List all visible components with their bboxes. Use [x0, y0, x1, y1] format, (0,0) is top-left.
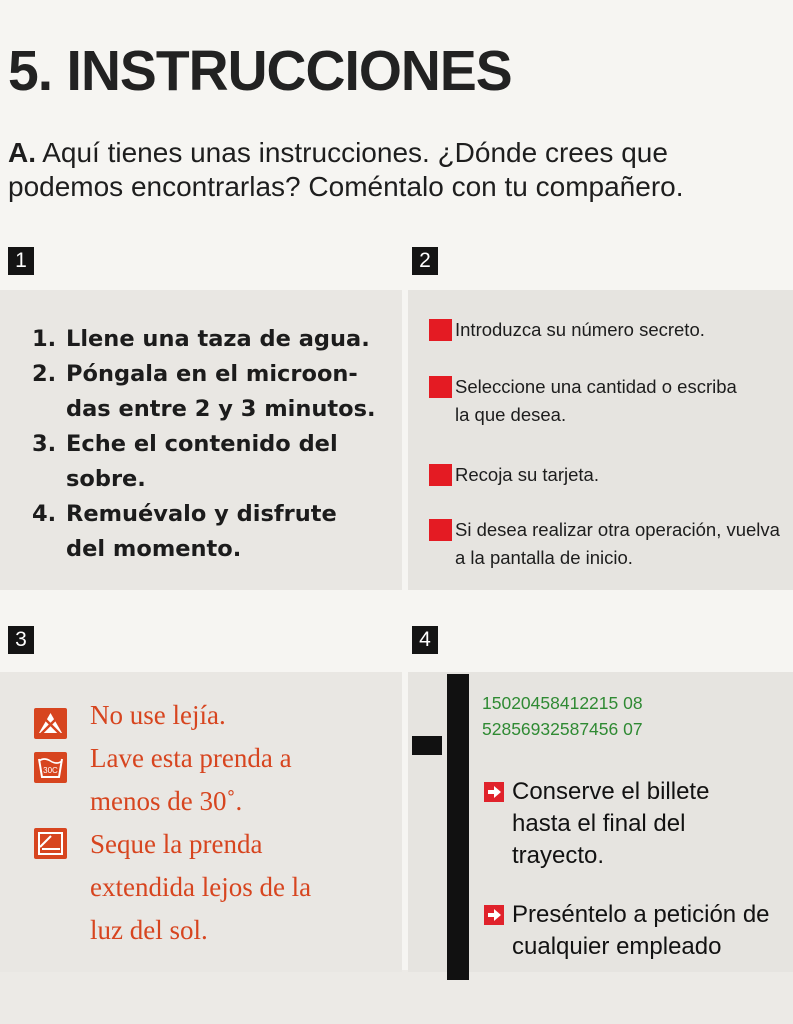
panel-1-number: 1 [8, 247, 34, 275]
section-title: 5. INSTRUCCIONES [8, 39, 512, 103]
intro-letter: A. [8, 137, 36, 168]
list-item: 2. Póngala en el microon-das entre 2 y 3 minutos. [32, 361, 376, 422]
wash-30-icon [34, 752, 67, 783]
ticket-magnetic-stripe [447, 674, 469, 980]
care-line: luz del sol. [90, 915, 208, 945]
red-square-icon [429, 519, 452, 541]
list-item: 4. Remuévalo y disfrute del momento. [32, 501, 337, 562]
list-item: Preséntelo a petición de cualquier empleado [484, 899, 789, 963]
list-item: 3. Eche el contenido del sobre. [32, 431, 338, 492]
list-item: Recoja su tarjeta. [429, 461, 599, 489]
red-square-icon [429, 376, 452, 398]
panel-3-number: 3 [8, 626, 34, 654]
care-line: menos de 30˚. [90, 786, 243, 816]
list-item: Conserve el billete hasta el final del trayecto. [484, 776, 754, 872]
no-bleach-icon [34, 708, 67, 739]
arrow-right-icon [484, 782, 504, 802]
red-square-icon [429, 319, 452, 341]
panel-2-number: 2 [412, 247, 438, 275]
ticket-notch [412, 736, 442, 755]
ticket-code: 15020458412215 08 [482, 693, 643, 713]
ticket-codes [482, 690, 643, 742]
list-item: Seleccione una cantidad o escriba la que desea. [429, 373, 739, 429]
list-item: 1. Llene una taza de agua. [32, 326, 370, 352]
care-line: Seque la prenda [90, 829, 263, 859]
ticket-code: 52856932587456 07 [482, 719, 643, 739]
red-square-icon [429, 464, 452, 486]
care-line: Lave esta prenda a [90, 743, 292, 773]
care-line: No use lejía. [90, 700, 226, 730]
panel-4-number: 4 [412, 626, 438, 654]
intro-paragraph [8, 136, 788, 204]
list-item: Si desea realizar otra operación, vuelva a la pantalla de inicio. [429, 516, 789, 572]
svg-text:30C: 30C [43, 766, 58, 775]
intro-text: Aquí tienes unas instrucciones. ¿Dónde crees que podemos encontrarlas? Coméntalo con tu compañero. [8, 137, 684, 202]
panel-1-steps [32, 322, 396, 567]
list-item: Introduzca su número secreto. [429, 316, 705, 344]
dry-flat-icon [34, 828, 67, 859]
care-line: extendida lejos de la [90, 872, 312, 902]
arrow-right-icon [484, 905, 504, 925]
